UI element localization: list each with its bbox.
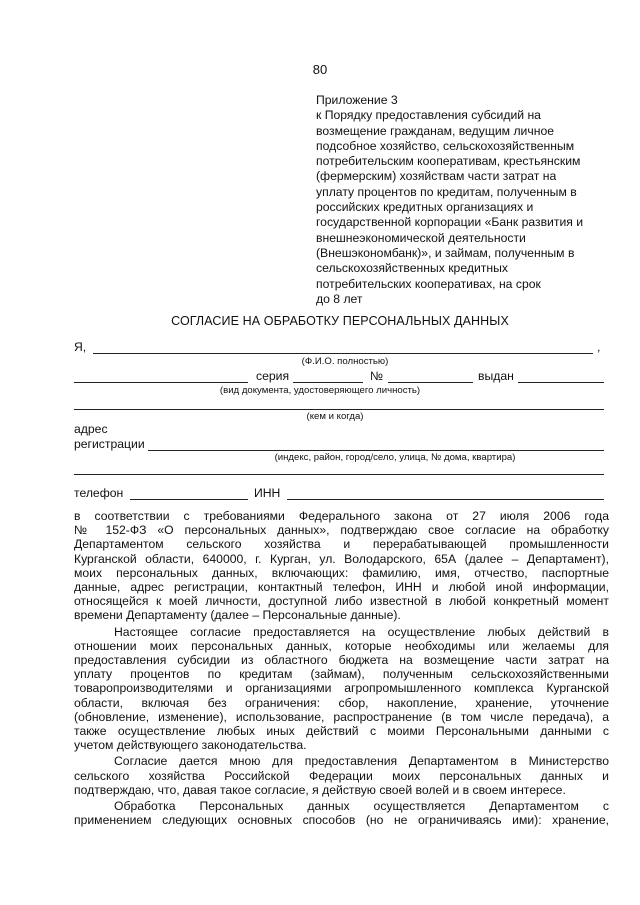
phone-field[interactable] [130,499,248,500]
paragraph-1 [74,509,609,623]
annex-line: (Внешэкономбанк)», и займам, полученным в [316,245,575,260]
text-line: Обработка Персональных данных осуществляется Департаментом с [114,799,609,814]
document-type-field[interactable] [74,382,248,383]
annex-line: уплату процентов по кредитам, полученным в [316,184,577,199]
address-field-2[interactable] [74,474,604,475]
issued-by-caption: (кем и когда) [306,411,364,422]
annex-line: сельскохозяйственных кредитных [316,261,508,276]
annex-line: до 8 лет [316,291,363,306]
fio-field[interactable] [93,353,593,354]
address-field[interactable] [148,450,604,451]
annex-line: Приложение 3 [316,93,398,107]
consent-body [74,509,609,827]
issued-field[interactable] [518,382,604,383]
paragraph-4 [74,799,609,827]
annex-line: потребительских кооперативах, на срок [316,276,541,291]
annex-line: подсобное хозяйство, сельскохозяйственным [316,138,575,153]
label-inn: ИНН [254,486,281,500]
text-line: области, включая без ограничения: сбор, накопление, хранение, уточнение [74,695,609,710]
annex-line: внешнеэкономической деятельности [316,230,526,245]
page-number: 80 [312,62,328,77]
fio-caption: (Ф.И.О. полностью) [301,356,389,367]
label-registracii: регистрации [74,437,145,451]
text-line: отношении моих персональных данных, которые необходимы или желаемы для [74,638,609,653]
text-line: учетом действующего законодательства. [74,738,307,753]
inn-field[interactable] [287,499,604,500]
paragraph-3 [74,754,609,797]
text-line: моих персональных данных, включающих: фамилию, имя, отчество, паспортные [74,565,609,580]
text-line: предоставления субсидии из областного бюджета на возмещение части затрат на [74,653,609,668]
annex-header [316,93,616,307]
label-vydan: выдан [478,369,514,383]
annex-line: (фермерским) хозяйствам части затрат на [316,169,557,184]
text-line: данные, адрес регистрации, контактный телефон, ИНН и любой иной информации, [74,580,609,595]
text-line: сельского хозяйства Российской Федерации моих персональных данных и [74,768,609,783]
text-line: времени Департаменту (далее – Персональные данные). [74,608,401,623]
text-line: № 152-ФЗ «О персональных данных», подтверждаю свое согласие на обработку [74,523,609,538]
annex-line: государственной корпорации «Банк развития и [316,215,584,230]
text-line: относящейся к моей личности, доступной либо известной в любой конкретный момент [74,594,609,609]
annex-line: российских кредитных организациях и [316,200,534,215]
text-line: (обновление, изменение), использование, распространение (в том числе передача), а [74,709,609,724]
number-field[interactable] [388,382,473,383]
text-line: Департаментом сельского хозяйства и перерабатывающей промышленности [74,537,609,552]
text-line: в соответствии с требованиями Федерального закона от 27 июля 2006 года [74,509,609,523]
label-nomer: № [370,369,384,383]
annex-line: возмещение гражданам, ведущим личное [316,123,555,138]
text-line: уплату процентов по кредитам (займам), полученным сельскохозяйственными [74,667,609,682]
paragraph-2 [74,625,609,753]
text-line: также осуществление любых иных действий с моими Персональными данными с [74,724,609,739]
address-caption: (индекс, район, город/село, улица, № дома, квартира) [274,452,516,463]
text-line: применением следующих основных способов (но не ограничиваясь ими): хранение, [74,813,609,828]
series-field[interactable] [293,382,363,383]
issued-by-field[interactable] [74,409,604,410]
label-telefon: телефон [74,486,124,500]
label-seriya: серия [256,369,290,383]
annex-line: потребительским кооперативам, крестьянским [316,154,581,169]
text-line: Согласие дается мною для предоставления Департаментом в Министерство [114,754,609,769]
label-comma: , [597,340,601,354]
label-ya: Я, [74,340,87,354]
text-line: Настоящее согласие предоставляется на осуществление любых действий в [114,624,609,639]
document-title: СОГЛАСИЕ НА ОБРАБОТКУ ПЕРСОНАЛЬНЫХ ДАННЫХ [171,314,509,328]
text-line: товаропроизводителями и организациями агропромышленного комплекса Курганской [74,681,609,696]
annex-line: к Порядку предоставления субсидий на [316,108,541,123]
text-line: подтверждаю, что, давая такое согласие, я действую своей волей и в своем интересе. [74,782,566,797]
text-line: Курганской области, 640000, г. Курган, ул. Володарского, 65А (далее – Департамент), [74,551,609,566]
document-caption: (вид документа, удостоверяющего личность) [219,385,421,396]
label-adres: адрес [74,422,108,436]
